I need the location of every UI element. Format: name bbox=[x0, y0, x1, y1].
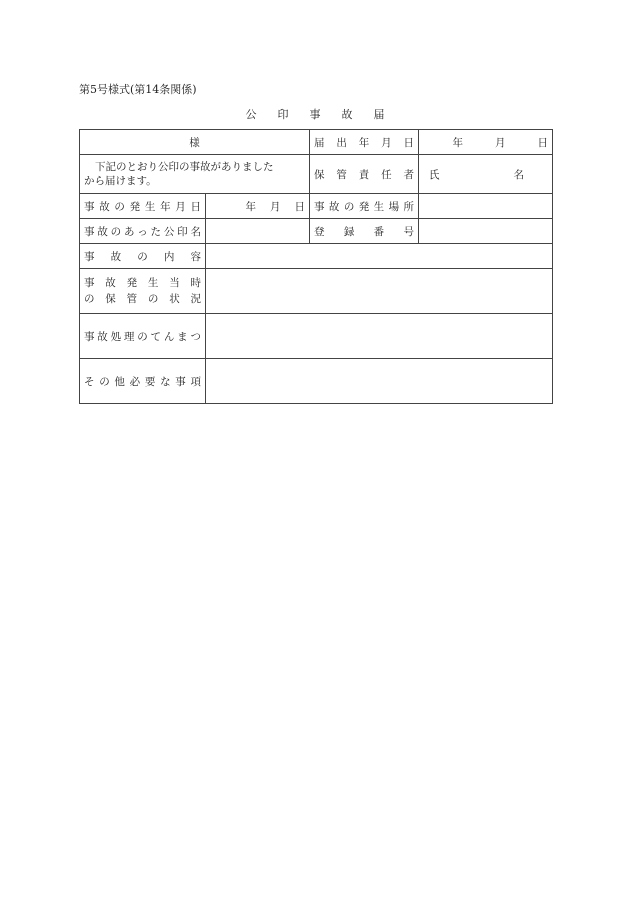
seal-name-field[interactable] bbox=[206, 219, 310, 244]
registration-number-field[interactable] bbox=[419, 219, 553, 244]
seal-incident-report-table bbox=[79, 129, 553, 404]
notice-line-1: 下記のとおり公印の事故がありました bbox=[95, 161, 274, 173]
other-matters-label: その他必要な事項 bbox=[80, 359, 206, 404]
handling-field[interactable] bbox=[206, 314, 553, 359]
report-date-year-unit: 年 bbox=[452, 136, 463, 149]
report-date-field[interactable] bbox=[419, 130, 553, 155]
incident-place-label: 事故の発生場所 bbox=[310, 194, 419, 219]
incident-date-label: 事故の発生年月日 bbox=[80, 194, 206, 219]
incident-date-month-unit: 月 bbox=[270, 200, 281, 213]
incident-date-day-unit: 日 bbox=[294, 200, 305, 213]
table-row bbox=[80, 155, 553, 194]
registration-number-label: 登録番号 bbox=[310, 219, 419, 244]
custody-status-field[interactable] bbox=[206, 269, 553, 314]
handling-label: 事故処理のてんまつ bbox=[80, 314, 206, 359]
custodian-name-field[interactable] bbox=[419, 155, 553, 194]
table-row bbox=[80, 359, 553, 404]
table-row bbox=[80, 244, 553, 269]
table-row bbox=[80, 130, 553, 155]
document-title: 公印事故届 bbox=[245, 108, 406, 121]
incident-details-field[interactable] bbox=[206, 244, 553, 269]
custody-status-label-line-2: の保管の状況 bbox=[84, 293, 201, 305]
addressee-suffix: 様 bbox=[189, 136, 200, 149]
incident-date-field[interactable] bbox=[206, 194, 310, 219]
seal-name-label: 事故のあった公印名 bbox=[80, 219, 206, 244]
custodian-name-suffix: 名 bbox=[513, 168, 524, 181]
custodian-name-prefix: 氏 bbox=[429, 168, 440, 181]
incident-date-year-unit: 年 bbox=[245, 200, 256, 213]
table-row bbox=[80, 269, 553, 314]
incident-details-label: 事故の内容 bbox=[80, 244, 206, 269]
report-date-label: 届出年月日 bbox=[310, 130, 419, 155]
incident-place-field[interactable] bbox=[419, 194, 553, 219]
custodian-label: 保管責任者 bbox=[310, 155, 419, 194]
addressee-cell[interactable] bbox=[80, 130, 310, 155]
form-number-label: 第5号様式(第14条関係) bbox=[79, 83, 197, 96]
report-date-month-unit: 月 bbox=[495, 136, 506, 149]
report-date-day-unit: 日 bbox=[537, 136, 548, 149]
notice-line-2: から届けます。 bbox=[84, 175, 157, 187]
table-row bbox=[80, 219, 553, 244]
custody-status-label bbox=[80, 269, 206, 314]
other-matters-field[interactable] bbox=[206, 359, 553, 404]
notice-text bbox=[80, 155, 310, 194]
table-row bbox=[80, 194, 553, 219]
table-row bbox=[80, 314, 553, 359]
custody-status-label-line-1: 事故発生当時 bbox=[84, 277, 201, 289]
